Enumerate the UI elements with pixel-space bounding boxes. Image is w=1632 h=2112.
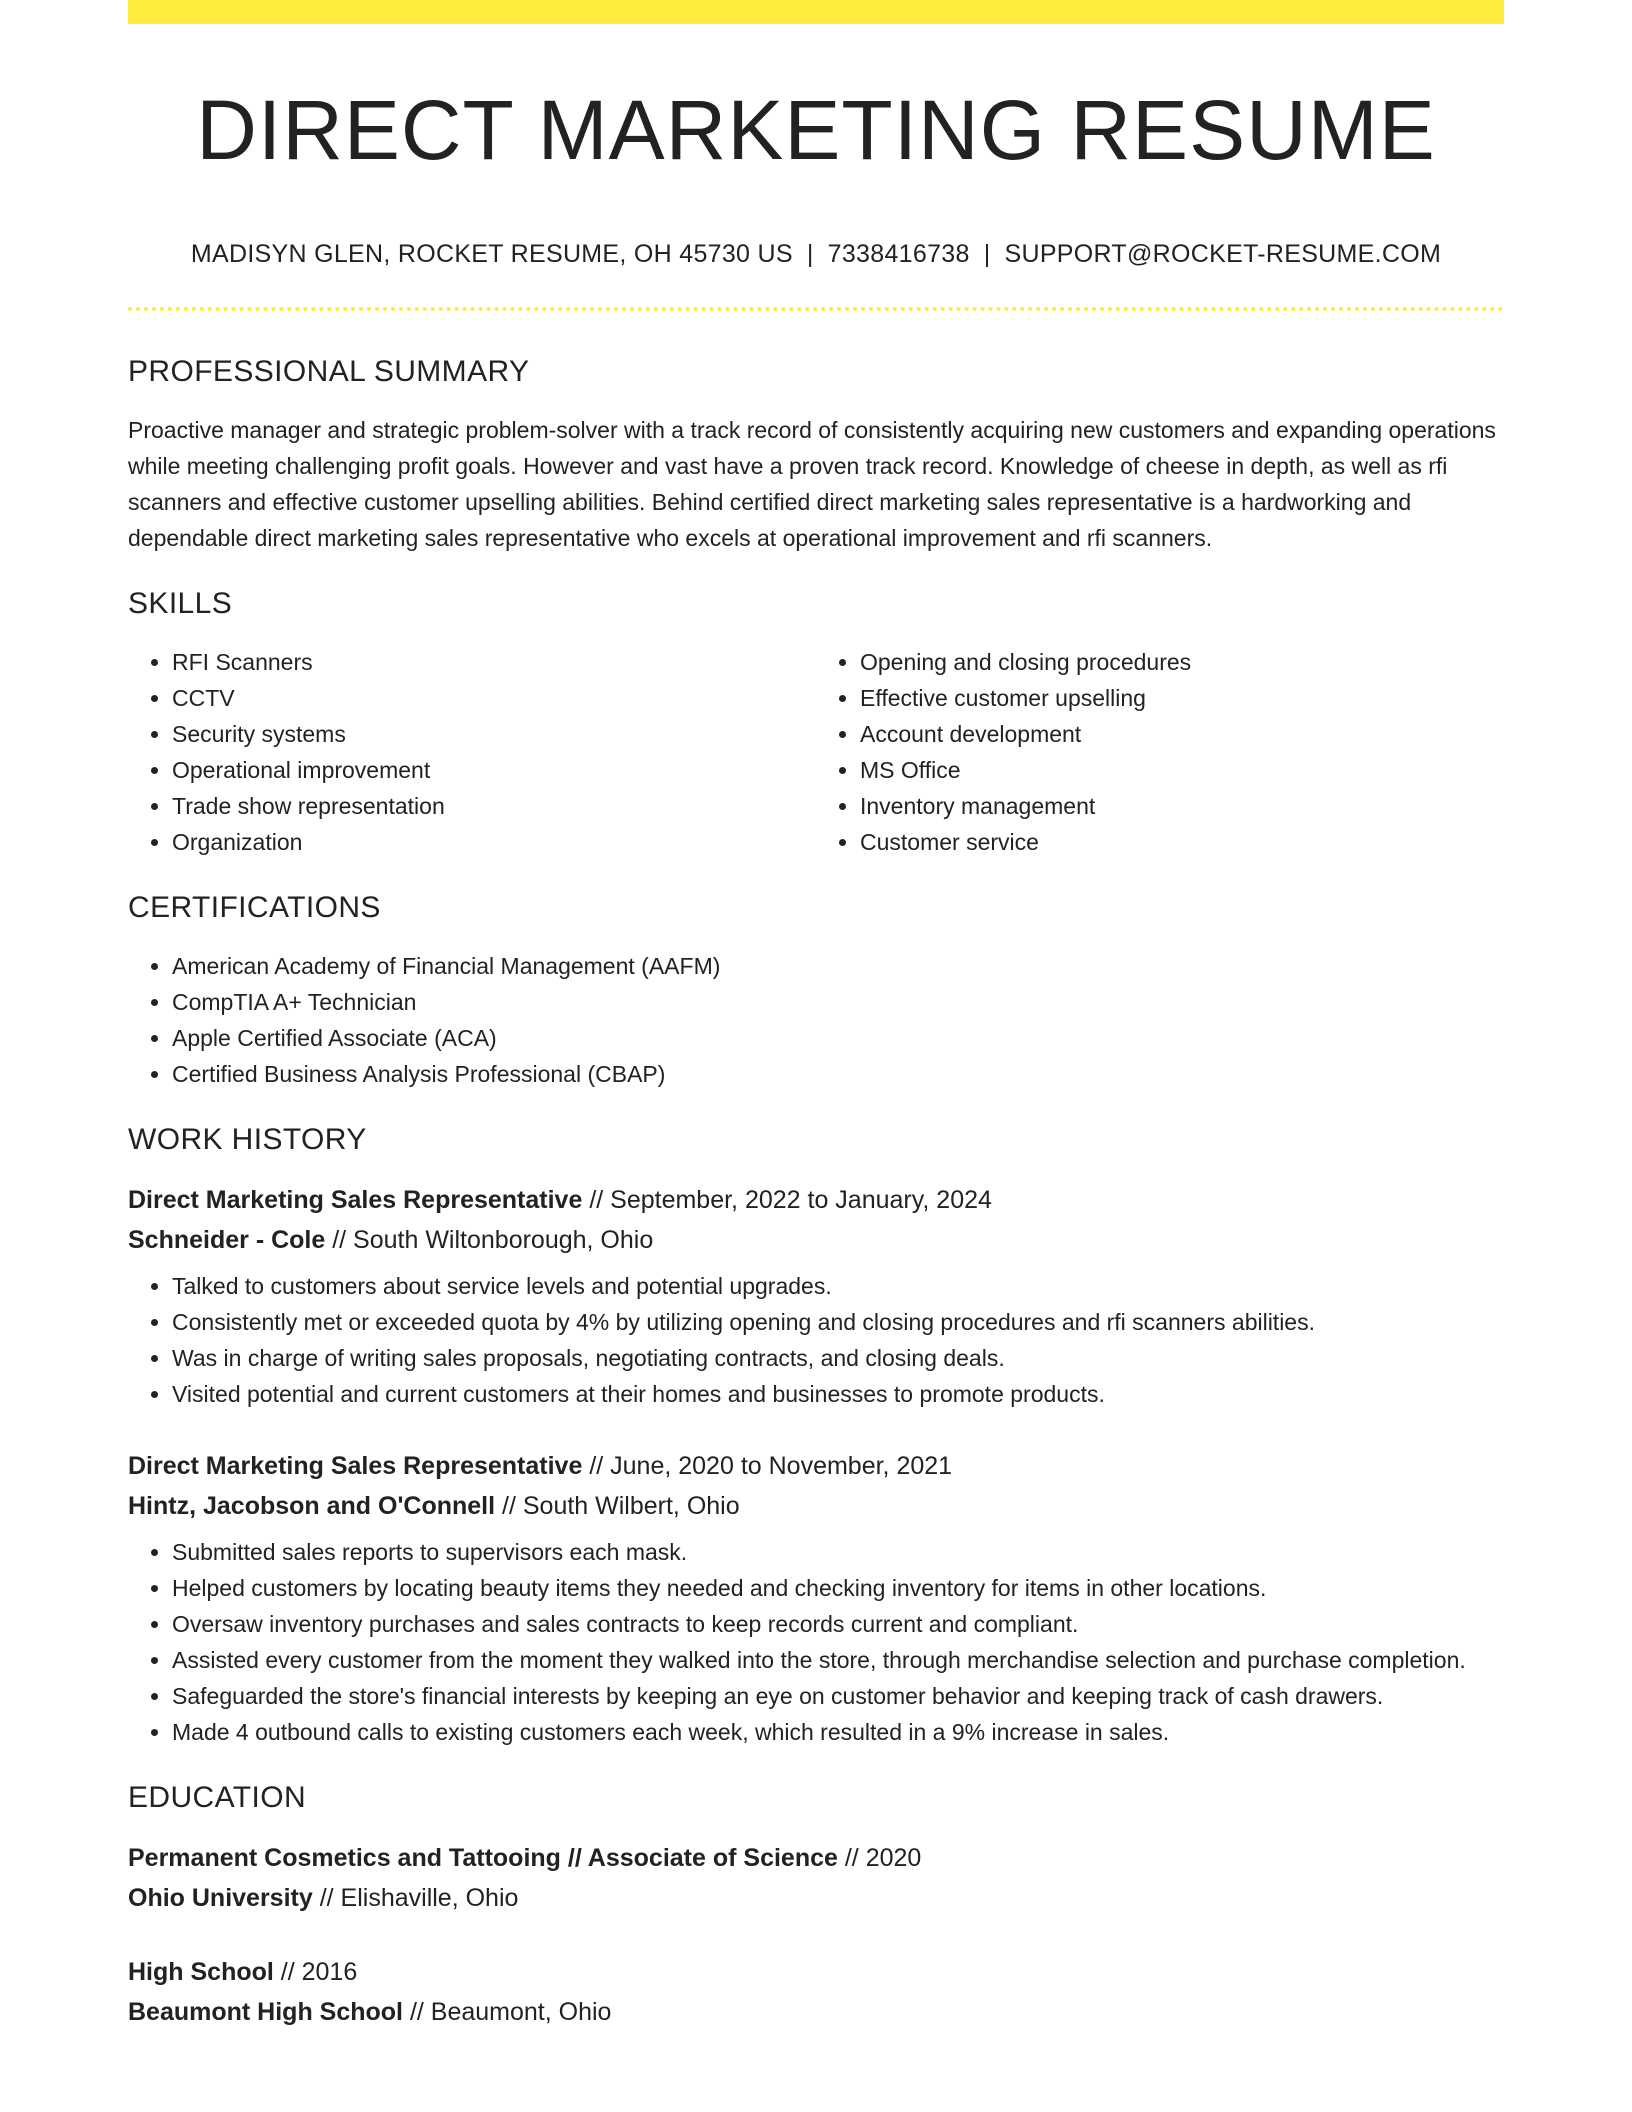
education-year: // 2016 (280, 1958, 358, 1986)
skill-item: • Inventory management (860, 788, 1504, 824)
contact-address: MADISYN GLEN, ROCKET RESUME, OH 45730 US (190, 240, 793, 268)
work-history-heading: WORK HISTORY (128, 1123, 367, 1156)
education-entry (128, 1838, 1504, 1918)
job-bullet: • Oversaw inventory purchases and sales contracts to keep records current and compliant. (172, 1606, 1504, 1642)
education-degree-line (128, 1952, 1504, 1992)
skills-heading: SKILLS (128, 587, 233, 620)
job-company-line (128, 1486, 1504, 1526)
job-title-line (128, 1446, 1504, 1486)
education-entry (128, 1952, 1504, 2032)
skill-item: • Effective customer upselling (860, 680, 1504, 716)
education-year: // 2020 (844, 1844, 922, 1872)
skills-column-left (128, 644, 816, 860)
resume-title: DIRECT MARKETING RESUME (196, 83, 1436, 177)
education-degree: High School (128, 1958, 274, 1986)
summary-text: Proactive manager and strategic problem-solver with a track record of consistently acquiring new customers and expanding operations while meeting challenging profit goals. However and vast have a proven track record. Knowledge of cheese in depth, as well as rfi scanners and effective customer upselling abilities. Behind certified direct marketing sales representative is a hardworking and dependable direct marketing sales representative who excels at operational improvement and rfi scanners. (128, 417, 1496, 551)
education-school: Ohio University (128, 1884, 313, 1912)
job-dates: // June, 2020 to November, 2021 (589, 1452, 953, 1480)
skill-item: • Customer service (860, 824, 1504, 860)
summary-heading: PROFESSIONAL SUMMARY (128, 355, 530, 388)
dotted-divider (128, 307, 1504, 311)
skill-item: • CCTV (172, 680, 816, 716)
job-title-line (128, 1180, 1504, 1220)
skill-item: • Trade show representation (172, 788, 816, 824)
job-bullet: • Helped customers by locating beauty items they needed and checking inventory for items in other locations. (172, 1570, 1504, 1606)
skill-item: • Operational improvement (172, 752, 816, 788)
education-degree: Permanent Cosmetics and Tattooing // Associate of Science (128, 1844, 838, 1872)
job-bullet: • Visited potential and current customers at their homes and businesses to promote products. (172, 1376, 1504, 1412)
skill-item: • Account development (860, 716, 1504, 752)
job-role: Direct Marketing Sales Representative (128, 1186, 583, 1214)
top-accent-bar (128, 0, 1504, 24)
education-location: // Beaumont, Ohio (409, 1998, 612, 2026)
certification-item: • American Academy of Financial Management (AAFM) (172, 948, 1504, 984)
contact-separator: | (983, 240, 991, 268)
education-location: // Elishaville, Ohio (319, 1884, 519, 1912)
job-bullet: • Consistently met or exceeded quota by 4% by utilizing opening and closing procedures and rfi scanners abilities. (172, 1304, 1504, 1340)
certifications-list (128, 948, 1504, 1092)
education-school-line (128, 1878, 1504, 1918)
skill-item: • MS Office (860, 752, 1504, 788)
certification-item: • CompTIA A+ Technician (172, 984, 1504, 1020)
certification-item: • Certified Business Analysis Professional (CBAP) (172, 1056, 1504, 1092)
job-company: Schneider - Cole (128, 1226, 326, 1254)
job-company-line (128, 1220, 1504, 1260)
contact-line (128, 236, 1504, 272)
resume-content (128, 352, 1504, 2066)
job-location: // South Wilbert, Ohio (502, 1492, 740, 1520)
contact-email: SUPPORT@ROCKET-RESUME.COM (1004, 240, 1442, 268)
education-school-line (128, 1992, 1504, 2032)
job-bullet: • Made 4 outbound calls to existing customers each week, which resulted in a 9% increase in sales. (172, 1714, 1504, 1750)
skill-item: • Security systems (172, 716, 816, 752)
skills-column-right (816, 644, 1504, 860)
job-dates: // September, 2022 to January, 2024 (589, 1186, 992, 1214)
job-bullet: • Was in charge of writing sales proposals, negotiating contracts, and closing deals. (172, 1340, 1504, 1376)
job-entry (128, 1180, 1504, 1412)
certifications-heading: CERTIFICATIONS (128, 891, 381, 924)
skill-item: • Opening and closing procedures (860, 644, 1504, 680)
education-school: Beaumont High School (128, 1998, 403, 2026)
skill-item: • RFI Scanners (172, 644, 816, 680)
job-bullet: • Safeguarded the store's financial interests by keeping an eye on customer behavior and keeping track of cash drawers. (172, 1678, 1504, 1714)
education-heading: EDUCATION (128, 1781, 307, 1814)
education-degree-line (128, 1838, 1504, 1878)
job-bullets (128, 1534, 1504, 1750)
contact-separator: | (806, 240, 814, 268)
job-bullet: • Talked to customers about service levels and potential upgrades. (172, 1268, 1504, 1304)
job-entry (128, 1446, 1504, 1750)
skill-item: • Organization (172, 824, 816, 860)
job-company: Hintz, Jacobson and O'Connell (128, 1492, 496, 1520)
certification-item: • Apple Certified Associate (ACA) (172, 1020, 1504, 1056)
job-role: Direct Marketing Sales Representative (128, 1452, 583, 1480)
job-location: // South Wiltonborough, Ohio (332, 1226, 654, 1254)
job-bullet: • Submitted sales reports to supervisors each mask. (172, 1534, 1504, 1570)
contact-phone: 7338416738 (827, 240, 970, 268)
job-bullet: • Assisted every customer from the moment they walked into the store, through merchandise selection and purchase completion. (172, 1642, 1504, 1678)
job-bullets (128, 1268, 1504, 1412)
skills-list (128, 644, 1504, 860)
